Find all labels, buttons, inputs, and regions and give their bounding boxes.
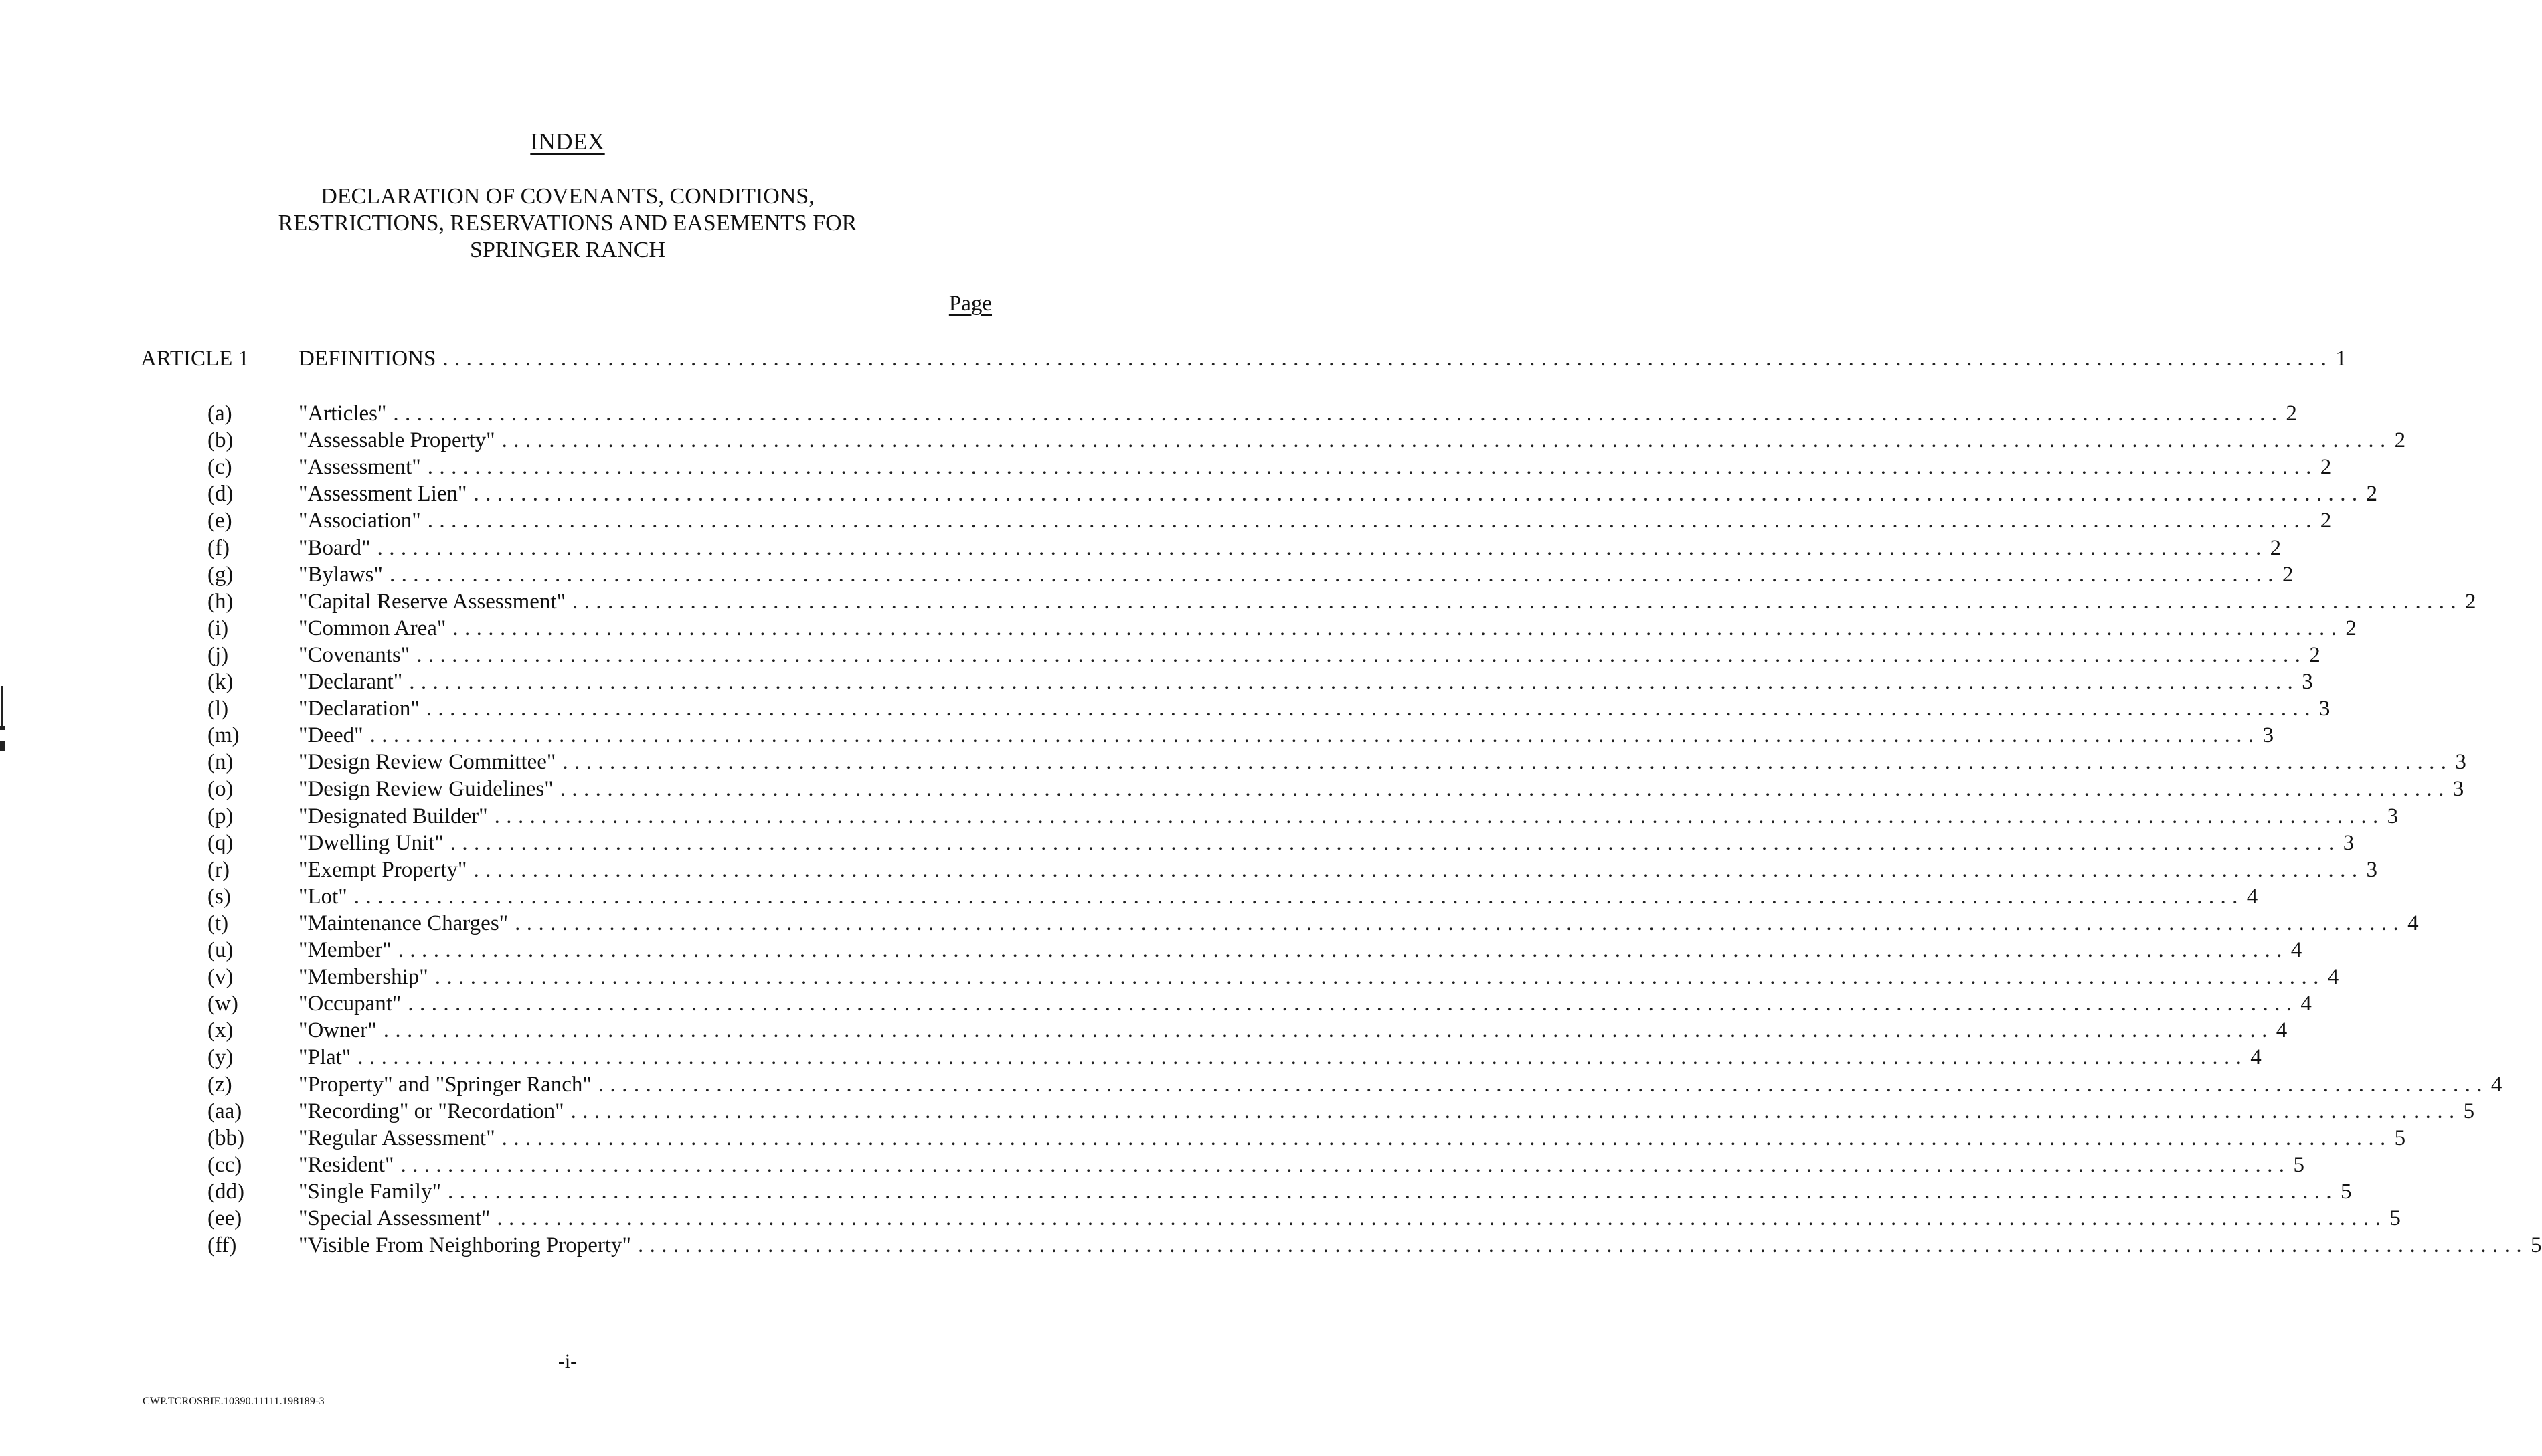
dot-leader: ................................................................................................................................................................ — [434, 965, 2325, 989]
toc-item-row — [0, 722, 2274, 749]
item-page-number: 2 — [2320, 509, 2332, 533]
dot-leader: ................................................................................................................................................................ — [398, 938, 2288, 962]
dot-leader: ................................................................................................................................................................ — [369, 723, 2260, 747]
item-term: "Association" — [299, 509, 421, 533]
item-term: "Occupant" — [299, 992, 402, 1016]
dot-leader: ................................................................................................................................................................ — [560, 777, 2450, 801]
toc-entry — [299, 749, 2466, 776]
toc-article-row — [0, 345, 2347, 372]
item-term: "Regular Assessment" — [299, 1126, 495, 1150]
toc-item-row — [0, 1232, 2542, 1259]
dot-leader: ................................................................................................................................................................ — [416, 643, 2307, 667]
item-page-number: 2 — [2394, 428, 2406, 452]
item-page-number: 2 — [2282, 563, 2294, 587]
item-term: "Property" and "Springer Ranch" — [299, 1073, 592, 1097]
item-marker: (h) — [207, 589, 234, 614]
item-marker: (aa) — [207, 1099, 242, 1123]
toc-item-row — [0, 1044, 2262, 1071]
toc-item-row — [0, 1205, 2401, 1232]
toc-item-row — [0, 1152, 2304, 1178]
toc-entry — [299, 642, 2320, 668]
dot-leader: ................................................................................................................................................................ — [515, 911, 2405, 935]
item-page-number: 5 — [2394, 1126, 2406, 1150]
item-marker: (dd) — [207, 1180, 244, 1204]
toc-entry — [299, 400, 2297, 427]
dot-leader: ................................................................................................................................................................ — [572, 589, 2463, 614]
item-term: "Recording" or "Recordation" — [299, 1099, 564, 1123]
item-page-number: 3 — [2302, 670, 2313, 694]
page-column-label: Page — [948, 292, 992, 316]
toc-item-row — [0, 937, 2302, 964]
item-page-number: 3 — [2262, 723, 2274, 747]
toc-entry — [299, 830, 2355, 856]
item-term: "Resident" — [299, 1153, 394, 1177]
item-marker: (l) — [207, 697, 229, 721]
item-term: "Lot" — [299, 885, 347, 909]
dot-leader: ................................................................................................................................................................ — [393, 401, 2284, 426]
item-page-number: 3 — [2452, 777, 2464, 801]
dot-leader: ................................................................................................................................................................ — [357, 1045, 2248, 1069]
toc-item-row — [0, 749, 2466, 776]
article-label: ARTICLE 1 — [141, 347, 250, 371]
item-page-number: 5 — [2341, 1180, 2352, 1204]
item-page-number: 2 — [2465, 589, 2476, 614]
toc-entry — [299, 535, 2282, 561]
toc-entry — [299, 1071, 2503, 1098]
item-marker: (g) — [207, 563, 234, 587]
toc-item-row — [0, 803, 2399, 830]
toc-item-row — [0, 990, 2312, 1017]
item-page-number: 2 — [2366, 482, 2377, 506]
toc-item-row — [0, 588, 2476, 615]
toc-entry — [299, 937, 2302, 964]
item-page-number: 4 — [2300, 992, 2312, 1016]
item-term: "Articles" — [299, 401, 387, 426]
toc-entry — [299, 1232, 2542, 1259]
item-marker: (i) — [207, 616, 229, 640]
dot-leader: ................................................................................................................................................................ — [562, 750, 2453, 774]
item-page-number: 3 — [2387, 804, 2399, 828]
dot-leader: ................................................................................................................................................................ — [427, 455, 2318, 479]
item-marker: (j) — [207, 643, 229, 667]
document-title-line: DECLARATION OF COVENANTS, CONDITIONS, — [321, 184, 815, 209]
dot-leader: ................................................................................................................................................................ — [494, 804, 2385, 828]
item-term: "Designated Builder" — [299, 804, 488, 828]
item-marker: (s) — [207, 885, 231, 909]
dot-leader: ................................................................................................................................................................ — [383, 1018, 2274, 1042]
item-marker: (d) — [207, 482, 234, 506]
footer-page-number: -i- — [558, 1350, 578, 1372]
item-page-number: 2 — [2309, 643, 2320, 667]
item-marker: (m) — [207, 723, 240, 747]
item-marker: (c) — [207, 455, 232, 479]
toc-entry — [299, 910, 2419, 937]
toc-entry — [299, 1125, 2406, 1152]
toc-item-row — [0, 561, 2294, 588]
toc-entry — [299, 345, 2347, 372]
item-term: "Assessment Lien" — [299, 482, 467, 506]
item-term: "Single Family" — [299, 1180, 442, 1204]
item-page-number: 2 — [2345, 616, 2357, 640]
item-term: "Plat" — [299, 1045, 351, 1069]
toc-item-row — [0, 1098, 2475, 1125]
toc-entry — [299, 803, 2399, 830]
toc-item-row — [0, 1071, 2503, 1098]
article-title: DEFINITIONS — [299, 347, 436, 371]
toc-entry — [299, 1098, 2475, 1125]
item-page-number: 4 — [2246, 885, 2258, 909]
toc-entry — [299, 588, 2476, 615]
page-column-heading — [949, 292, 992, 316]
toc-entry — [299, 615, 2357, 642]
toc-entry — [299, 695, 2331, 722]
index-heading-text: INDEX — [530, 128, 605, 155]
item-marker: (y) — [207, 1045, 234, 1069]
item-page-number: 5 — [2531, 1233, 2542, 1257]
dot-leader: ................................................................................................................................................................ — [501, 1126, 2392, 1150]
dot-leader: ................................................................................................................................................................ — [400, 1153, 2291, 1177]
item-marker: (a) — [207, 401, 232, 426]
toc-item-row — [0, 883, 2258, 910]
item-term: "Bylaws" — [299, 563, 383, 587]
item-term: "Deed" — [299, 723, 363, 747]
item-page-number: 3 — [2455, 750, 2466, 774]
toc-entry — [299, 668, 2313, 695]
item-page-number: 2 — [2320, 455, 2332, 479]
toc-item-row — [0, 642, 2320, 668]
footer-document-code: CWP.TCROSBIE.10390.11111.198189-3 — [143, 1396, 325, 1407]
dot-leader: ................................................................................................................................................................ — [473, 858, 2364, 882]
dot-leader: ................................................................................................................................................................ — [448, 1180, 2339, 1204]
item-marker: (ff) — [207, 1233, 237, 1257]
item-marker: (k) — [207, 670, 234, 694]
item-page-number: 4 — [2327, 965, 2339, 989]
item-term: "Assessable Property" — [299, 428, 495, 452]
index-heading — [0, 128, 1135, 155]
item-page-number: 4 — [2290, 938, 2302, 962]
document-title-line: SPRINGER RANCH — [470, 238, 665, 262]
item-term: "Owner" — [299, 1018, 377, 1042]
item-marker: (ee) — [207, 1206, 242, 1231]
item-page-number: 4 — [2490, 1073, 2503, 1097]
item-marker: (v) — [207, 965, 234, 989]
toc-item-row — [0, 454, 2332, 480]
toc-item-row — [0, 1017, 2288, 1044]
item-marker: (b) — [207, 428, 234, 452]
toc-entry — [299, 1044, 2262, 1071]
toc-entry — [299, 454, 2332, 480]
toc-item-row — [0, 1125, 2406, 1152]
dot-leader: ................................................................................................................................................................ — [427, 509, 2318, 533]
item-marker: (w) — [207, 992, 238, 1016]
item-page-number: 4 — [2407, 911, 2419, 935]
item-page-number: 2 — [2286, 401, 2297, 426]
item-marker: (o) — [207, 777, 234, 801]
toc-item-row — [0, 668, 2313, 695]
item-term: "Declarant" — [299, 670, 403, 694]
item-page-number: 5 — [2389, 1206, 2401, 1231]
item-page-number: 2 — [2270, 536, 2282, 560]
item-page-number: 3 — [2318, 697, 2331, 721]
toc-item-row — [0, 427, 2406, 454]
item-term: "Maintenance Charges" — [299, 911, 509, 935]
toc-entry — [299, 964, 2339, 990]
toc-item-row — [0, 856, 2377, 883]
item-term: "Design Review Committee" — [299, 750, 556, 774]
dot-leader: ................................................................................................................................................................ — [598, 1073, 2488, 1097]
item-term: "Special Assessment" — [299, 1206, 491, 1231]
toc-item-row — [0, 776, 2464, 802]
item-marker: (u) — [207, 938, 234, 962]
item-marker: (e) — [207, 509, 232, 533]
item-page-number: 5 — [2463, 1099, 2475, 1123]
item-marker: (bb) — [207, 1126, 244, 1150]
item-term: "Covenants" — [299, 643, 410, 667]
item-marker: (cc) — [207, 1153, 242, 1177]
item-marker: (p) — [207, 804, 234, 828]
item-term: "Membership" — [299, 965, 428, 989]
item-term: "Board" — [299, 536, 371, 560]
dot-leader: ................................................................................................................................................................ — [377, 536, 2268, 560]
toc-entry — [299, 990, 2312, 1017]
dot-leader: ................................................................................................................................................................ — [409, 670, 2300, 694]
toc-entry — [299, 1152, 2304, 1178]
document-title-line: RESTRICTIONS, RESERVATIONS AND EASEMENTS FOR — [278, 211, 857, 236]
toc-item-row — [0, 480, 2377, 507]
toc-item-row — [0, 507, 2332, 534]
item-marker: (t) — [207, 911, 229, 935]
toc-item-row — [0, 535, 2282, 561]
toc-entry — [299, 561, 2294, 588]
item-term: "Member" — [299, 938, 392, 962]
dot-leader: ................................................................................................................................................................ — [570, 1099, 2461, 1123]
dot-leader: ................................................................................................................................................................ — [408, 992, 2298, 1016]
toc-item-row — [0, 400, 2297, 427]
dot-leader: ................................................................................................................................................................ — [497, 1206, 2387, 1231]
toc-item-row — [0, 964, 2339, 990]
item-marker: (q) — [207, 831, 234, 855]
item-term: "Visible From Neighboring Property" — [299, 1233, 631, 1257]
item-marker: (f) — [207, 536, 230, 560]
item-marker: (z) — [207, 1073, 232, 1097]
dot-leader: ................................................................................................................................................................ — [442, 347, 2333, 371]
toc-entry — [299, 1017, 2288, 1044]
dot-leader: ................................................................................................................................................................ — [638, 1233, 2528, 1257]
dot-leader: ................................................................................................................................................................ — [473, 482, 2364, 506]
toc-entry — [299, 1205, 2401, 1232]
toc-entry — [299, 776, 2464, 802]
toc-entry — [299, 883, 2258, 910]
item-marker: (r) — [207, 858, 230, 882]
toc-item-row — [0, 615, 2357, 642]
item-marker: (x) — [207, 1018, 234, 1042]
toc-item-row — [0, 1178, 2352, 1205]
item-term: "Exempt Property" — [299, 858, 467, 882]
dot-leader: ................................................................................................................................................................ — [426, 697, 2316, 721]
dot-leader: ................................................................................................................................................................ — [450, 831, 2341, 855]
toc-entry — [299, 1178, 2352, 1205]
toc-entry — [299, 722, 2274, 749]
item-marker: (n) — [207, 750, 234, 774]
toc-entry — [299, 507, 2332, 534]
toc-entry — [299, 427, 2406, 454]
dot-leader: ................................................................................................................................................................ — [452, 616, 2343, 640]
item-page-number: 3 — [2366, 858, 2377, 882]
item-term: "Design Review Guidelines" — [299, 777, 554, 801]
item-term: "Common Area" — [299, 616, 446, 640]
toc-item-row — [0, 830, 2355, 856]
document-title — [0, 183, 1135, 264]
article-page-number: 1 — [2335, 347, 2347, 371]
toc-item-row — [0, 695, 2331, 722]
toc-item-row — [0, 910, 2419, 937]
item-page-number: 3 — [2343, 831, 2355, 855]
item-term: "Declaration" — [299, 697, 420, 721]
item-page-number: 5 — [2293, 1153, 2304, 1177]
toc-entry — [299, 856, 2377, 883]
dot-leader: ................................................................................................................................................................ — [501, 428, 2392, 452]
item-page-number: 4 — [2276, 1018, 2288, 1042]
item-term: "Dwelling Unit" — [299, 831, 444, 855]
item-term: "Capital Reserve Assessment" — [299, 589, 566, 614]
dot-leader: ................................................................................................................................................................ — [389, 563, 2280, 587]
item-page-number: 4 — [2250, 1045, 2262, 1069]
item-term: "Assessment" — [299, 455, 421, 479]
toc-entry — [299, 480, 2377, 507]
dot-leader: ................................................................................................................................................................ — [353, 885, 2244, 909]
